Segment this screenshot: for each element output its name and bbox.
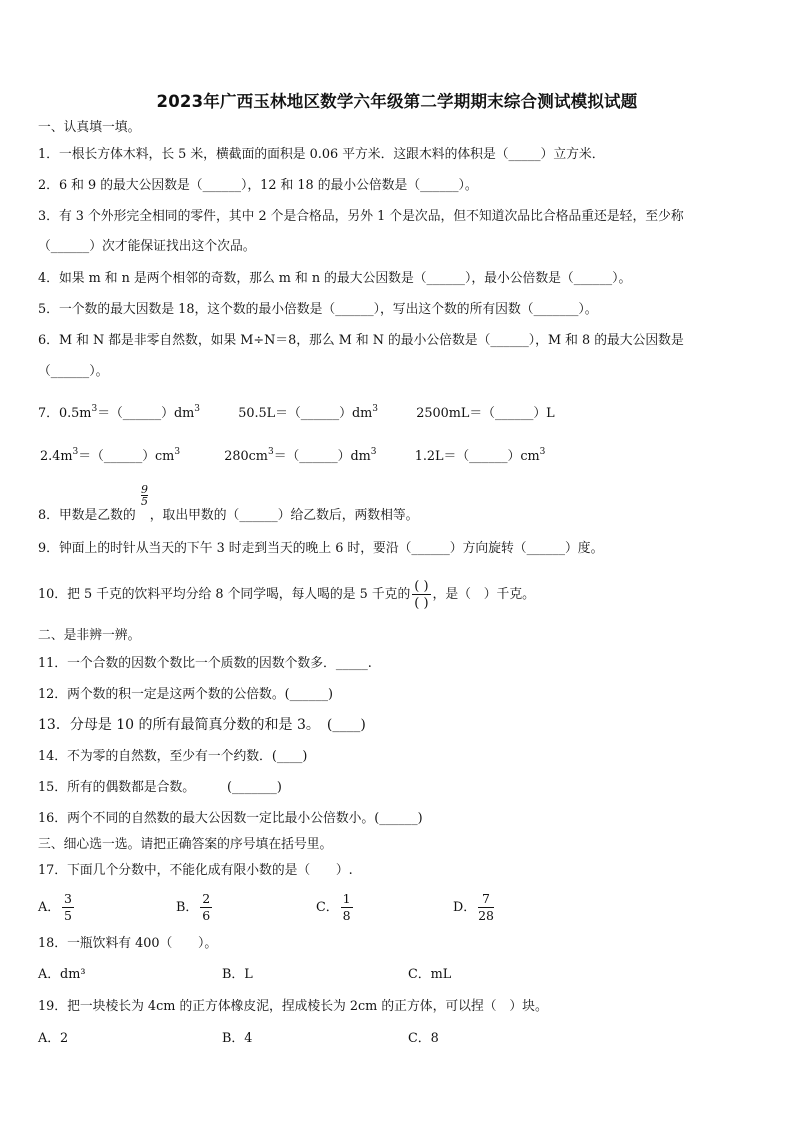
q7-a-answer: ＝（______）dm xyxy=(97,406,195,421)
q7-d-unit-sup: 3 xyxy=(174,447,181,457)
q17-a-den: 5 xyxy=(64,907,72,923)
q17-option-b-label: B． xyxy=(176,900,199,915)
q7-d-value: 2.4m xyxy=(40,449,73,464)
q8-fraction-numerator: 9 xyxy=(141,483,148,496)
question-4: 4．如果 m 和 n 是两个相邻的奇数，那么 m 和 n 的最大公因数是（______），最小公倍数是（______）。 xyxy=(38,271,632,286)
q18-option-c[interactable]: C．mL xyxy=(408,967,452,982)
question-5: 5．一个数的最大因数是 18，这个数的最小倍数是（______），写出这个数的所有因数（_______）。 xyxy=(38,302,598,317)
q19-option-b[interactable]: B．4 xyxy=(222,1031,253,1046)
q8-pre: 8．甲数是乙数的 xyxy=(38,508,136,523)
q7-c: 2500mL＝（______）L xyxy=(416,406,555,421)
section-heading-2: 二、是非辨一辨。 xyxy=(38,628,141,643)
question-3-line-1: 3．有 3 个外形完全相同的零件，其中 2 个是合格品，另外 1 个是次品，但不知道次品比合格品重还是轻，至少称 xyxy=(38,209,684,224)
q18-option-a[interactable]: A．dm³ xyxy=(38,967,86,982)
q17-b-num: 2 xyxy=(202,891,211,906)
q17-d-num: 7 xyxy=(478,893,494,908)
q19-option-a[interactable]: A．2 xyxy=(38,1031,69,1046)
q17-option-d-fraction xyxy=(478,893,494,922)
q10-fraction-top: ( ) xyxy=(414,578,429,594)
question-1: 1．一根长方体木料，长 5 米，横截面的面积是 0.06 平方米．这跟木料的体积是（_____）立方米． xyxy=(38,147,605,162)
q10-blank-fraction xyxy=(412,580,430,610)
question-16: 16．两个不同的自然数的最大公因数一定比最小公倍数小。(______) xyxy=(38,811,423,826)
q7-f-sup: 3 xyxy=(539,447,546,457)
q7-a-value: 0.5m xyxy=(58,406,92,421)
q17-c-num: 1 xyxy=(342,891,351,906)
question-8 xyxy=(38,507,774,525)
section-heading-3: 三、细心选一选。请把正确答案的序号填在括号里。 xyxy=(38,837,333,852)
q17-option-d[interactable] xyxy=(453,888,496,928)
q17-option-a-fraction xyxy=(62,893,74,922)
q7-e-answer: ＝（______）dm xyxy=(273,449,371,464)
q8-fraction-denominator: 5 xyxy=(141,495,148,508)
q8-fraction xyxy=(141,484,148,507)
question-7-row-2 xyxy=(40,443,774,466)
question-19: 19．把一块棱长为 4cm 的正方体橡皮泥，捏成棱长为 2cm 的正方体，可以捏（ ）块。 xyxy=(38,999,548,1014)
q17-b-den: 6 xyxy=(202,907,211,923)
question-7-row-1 xyxy=(38,400,774,423)
q8-post: ，取出甲数的（______）给乙数后，两数相等。 xyxy=(149,508,419,523)
q7-a-unit-sup: 3 xyxy=(194,404,201,414)
question-6-line-2: （______）。 xyxy=(38,364,109,379)
q10-post: ，是（ ）千克。 xyxy=(432,587,535,602)
q17-c-den: 8 xyxy=(342,907,351,923)
q7-e-value: 280cm xyxy=(224,449,268,464)
q7-b: 50.5L＝（______）dm xyxy=(238,406,373,421)
q17-option-a[interactable] xyxy=(38,888,176,928)
question-12: 12．两个数的积一定是这两个数的公倍数。(______) xyxy=(38,687,334,702)
section-heading-1: 一、认真填一填。 xyxy=(38,120,141,135)
question-13: 13．分母是 10 的所有最简真分数的和是 3。 (____) xyxy=(38,717,366,733)
question-19-options xyxy=(38,1030,774,1048)
q17-d-den: 28 xyxy=(478,907,494,923)
q17-a-num: 3 xyxy=(64,891,72,906)
q17-option-c-fraction xyxy=(341,893,353,922)
q7-d-sup: 3 xyxy=(72,447,79,457)
question-14: 14．不为零的自然数，至少有一个约数．(____) xyxy=(38,749,308,764)
page-title: 2023年广西玉林地区数学六年级第二学期期末综合测试模拟试题 xyxy=(156,92,638,111)
q7-e-unit-sup: 3 xyxy=(370,447,377,457)
q17-option-c[interactable] xyxy=(316,888,453,928)
q7-f: 1.2L＝（______）cm xyxy=(414,449,540,464)
question-18: 18．一瓶饮料有 400（ ）。 xyxy=(38,936,218,951)
q17-option-b[interactable] xyxy=(176,888,316,928)
q7-b-sup: 3 xyxy=(372,404,379,414)
q10-pre: 10．把 5 千克的饮料平均分给 8 个同学喝，每人喝的是 5 千克的 xyxy=(38,587,411,602)
question-15: 15．所有的偶数都是合数。 (_______) xyxy=(38,780,282,795)
q17-option-b-fraction xyxy=(200,893,212,922)
q7-a-sup: 3 xyxy=(91,404,98,414)
question-6-line-1: 6．M 和 N 都是非零自然数，如果 M÷N＝8，那么 M 和 N 的最小公倍数是（______），M 和 8 的最大公因数是 xyxy=(38,333,684,348)
q17-option-d-label: D． xyxy=(453,900,477,915)
q17-option-c-label: C． xyxy=(316,900,339,915)
question-17: 17．下面几个分数中，不能化成有限小数的是（ ）. xyxy=(38,863,353,878)
question-17-options xyxy=(38,888,774,928)
question-3-line-2: （______）次才能保证找出这个次品。 xyxy=(38,239,256,254)
q10-fraction-bottom: ( ) xyxy=(414,595,429,611)
q17-option-a-label: A． xyxy=(38,900,61,915)
question-11: 11．一个合数的因数个数比一个质数的因数个数多．_____. xyxy=(38,656,372,671)
q7-e-sup: 3 xyxy=(267,447,274,457)
question-18-options xyxy=(38,966,774,984)
question-7-label: 7． xyxy=(38,406,59,421)
question-10 xyxy=(38,575,774,615)
q19-option-c[interactable]: C．8 xyxy=(408,1031,439,1046)
q18-option-b[interactable]: B．L xyxy=(222,967,253,982)
question-9: 9．钟面上的时针从当天的下午 3 时走到当天的晚上 6 时，要沿（______）方向旋转（______）度。 xyxy=(38,541,604,556)
q7-d-answer: ＝（______）cm xyxy=(78,449,175,464)
question-2: 2．6 和 9 的最大公因数是（______），12 和 18 的最小公倍数是（______）。 xyxy=(38,178,478,193)
